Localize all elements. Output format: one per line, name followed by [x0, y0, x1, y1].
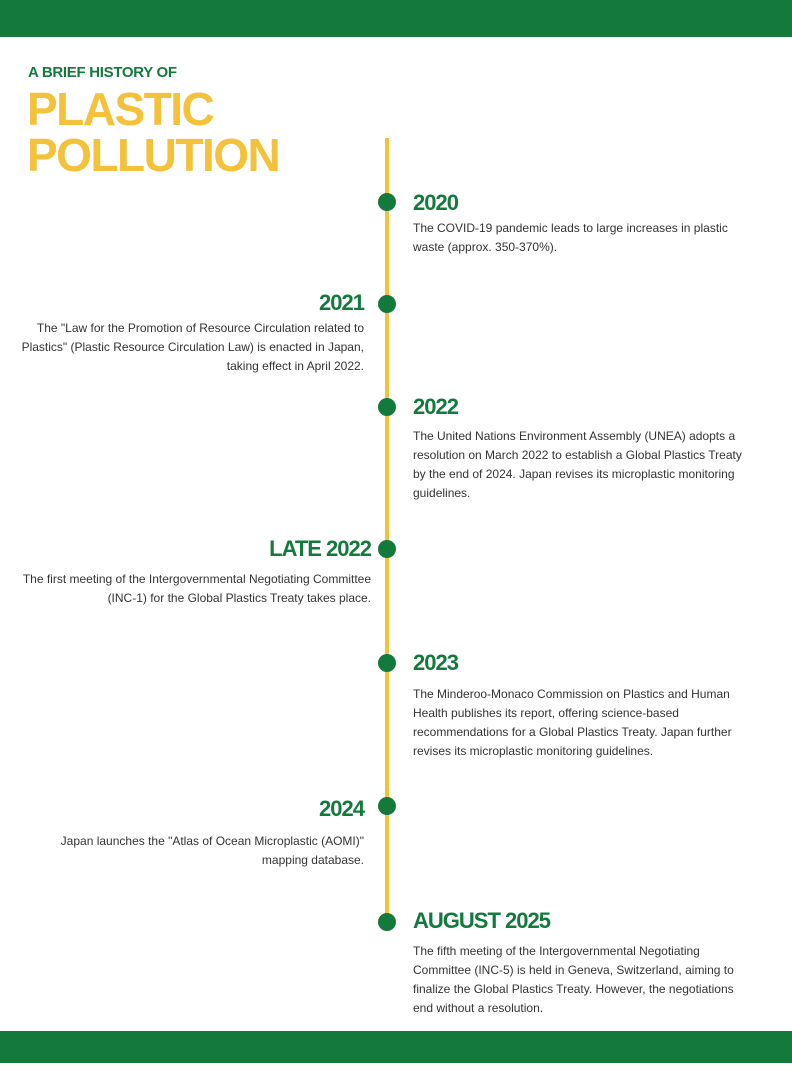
- entry-text: Japan launches the "Atlas of Ocean Microplastic (AOMI)" mapping database.: [60, 834, 364, 867]
- timeline-dot: [378, 797, 396, 815]
- entry-text: The first meeting of the Intergovernmental Negotiating Committee (INC-1) for the Global Plastics Treaty takes place.: [22, 572, 371, 605]
- entry-year: AUGUST 2025: [413, 908, 550, 933]
- entry-year: 2022: [413, 394, 458, 419]
- timeline-dot: [378, 193, 396, 211]
- timeline-dot: [378, 540, 396, 558]
- page-title: [27, 83, 280, 181]
- entry-text: The United Nations Environment Assembly (UNEA) adopts a resolution on March 2022 to establish a Global Plastics Treaty by the end of 2024. Japan revises its microplastic monitoring guidelines.: [413, 429, 742, 500]
- entry-year: 2021: [319, 290, 364, 315]
- timeline-dot: [378, 398, 396, 416]
- entry-year: 2023: [413, 650, 458, 675]
- timeline-dot: [378, 913, 396, 931]
- entry-year: 2024: [319, 796, 364, 821]
- title-line-2: POLLUTION: [27, 129, 280, 181]
- entry-text: The "Law for the Promotion of Resource Circulation related to Plastics" (Plastic Resource Circulation Law) is enacted in Japan, taking effect in April 2022.: [21, 321, 364, 373]
- timeline-dot: [378, 654, 396, 672]
- entry-text: The COVID-19 pandemic leads to large increases in plastic waste (approx. 350-370%).: [413, 221, 728, 254]
- entry-year: LATE 2022: [269, 536, 371, 561]
- entry-text: The fifth meeting of the Intergovernmental Negotiating Committee (INC-5) is held in Geneva, Switzerland, aiming to finalize the Global Plastics Treaty. However, the negotiations end without a resolution.: [413, 944, 734, 1015]
- title-line-1: PLASTIC: [27, 83, 214, 135]
- bottom-band: [0, 1031, 792, 1063]
- header-kicker: A BRIEF HISTORY OF: [28, 64, 177, 81]
- top-band: [0, 0, 792, 37]
- timeline-dot: [378, 295, 396, 313]
- entry-text: The Minderoo-Monaco Commission on Plastics and Human Health publishes its report, offering science-based recommendations for a Global Plastics Treaty. Japan further revises its microplastic monitoring guidelines.: [413, 687, 732, 758]
- entry-year: 2020: [413, 190, 458, 215]
